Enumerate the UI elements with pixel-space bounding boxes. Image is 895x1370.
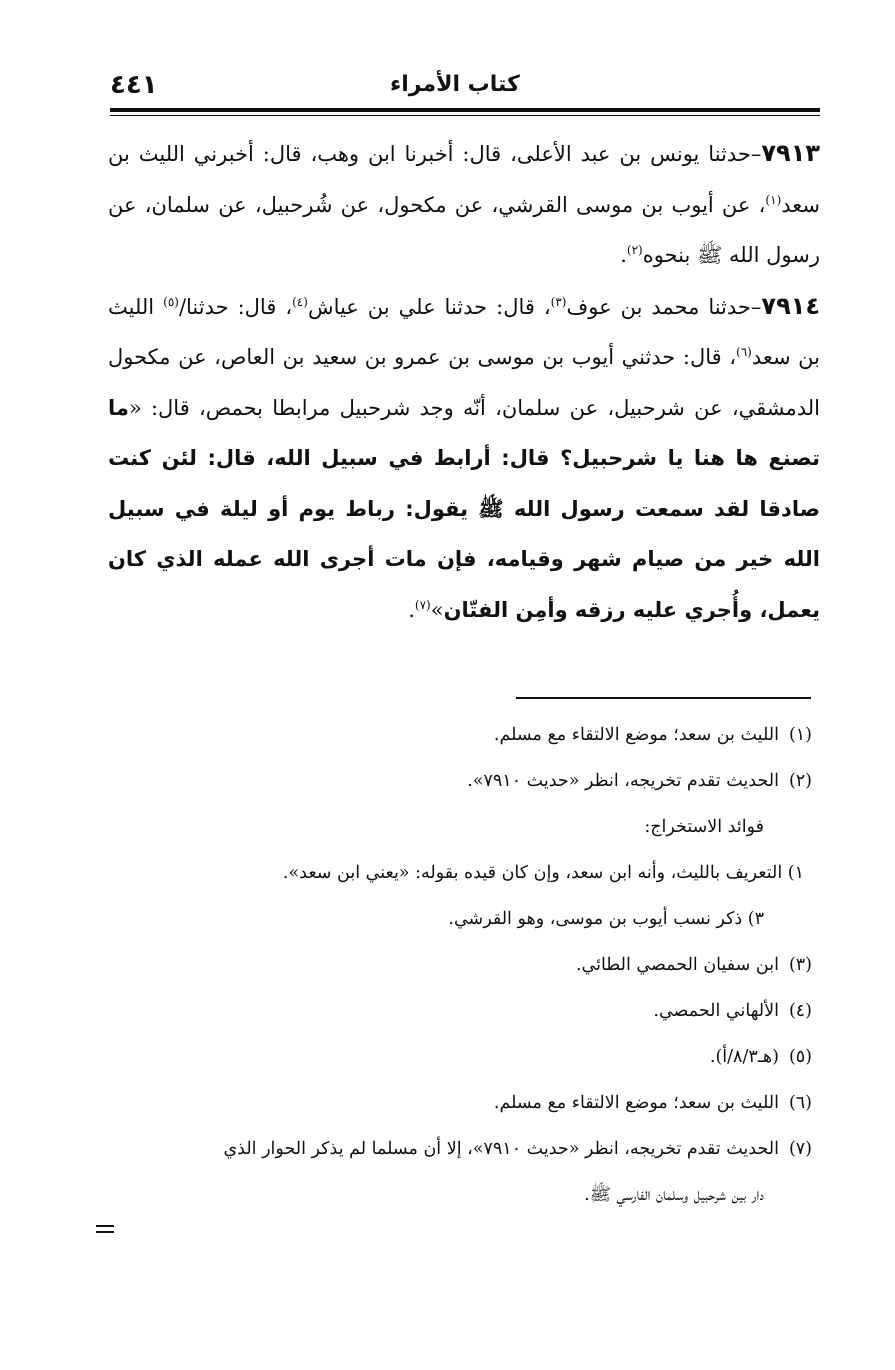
hadith-7913 <box>108 128 820 281</box>
book-title: كتاب الأمراء <box>390 72 520 97</box>
hadith-number: ٧٩١٤ <box>761 291 821 320</box>
footnote-ref: (٥) <box>163 294 179 309</box>
footnote-text: الليث بن سعد؛ موضع الالتقاء مع مسلم. <box>493 725 779 745</box>
footnote-2-item: ١) التعريف بالليث، وأنه ابن سعد، وإن كان قيده بقوله: «يعني ابن سعد». <box>282 863 804 883</box>
footnote-number: (٧) <box>788 1139 812 1159</box>
footnote-4 <box>100 988 812 1034</box>
hadith-text: –حدثنا محمد بن عوف <box>566 294 762 319</box>
footnote-text: الألهاني الحمصي. <box>653 1001 779 1021</box>
footnote-text: الحديث تقدم تخريجه، انظر «حديث ٧٩١٠»، إلا أن مسلما لم يذكر الحوار الذي <box>223 1139 779 1159</box>
footnote-ref: (١) <box>765 192 782 207</box>
page-header <box>110 70 820 106</box>
footnote-text: ابن سفيان الحمصي الطائي. <box>575 955 779 975</box>
hadith-text: –حدثنا يونس بن عبد الأعلى، قال: أخبرنا ابن وهب، قال: أخبرني الليث بن سعد <box>108 142 820 217</box>
footnote-text: الليث بن سعد؛ موضع الالتقاء مع مسلم. <box>493 1093 779 1113</box>
footnote-ref: (٢) <box>626 243 643 257</box>
main-text <box>108 128 820 635</box>
hadith-text: ، قال: حدثنا علي بن عياش <box>307 294 551 319</box>
footnote-1 <box>100 712 812 758</box>
header-rule-thin <box>110 115 820 116</box>
footnote-2-item: ٣) ذكر نسب أيوب بن موسى، وهو القرشي. <box>448 909 764 929</box>
header-rule-thick <box>110 108 820 112</box>
footnote-7 <box>100 1126 812 1172</box>
footnote-2 <box>100 758 812 804</box>
footnote-7-continued: دار بين شرحبيل وسلمان الفارسي ﷺ. <box>584 1185 764 1205</box>
end-mark <box>96 1225 114 1237</box>
footnote-number: (٢) <box>788 771 812 791</box>
hadith-number: ٧٩١٣ <box>761 139 820 167</box>
hadith-text: ، قال: حدثني أيوب بن موسى بن عمرو بن سعيد بن العاص، عن مكحول الدمشقي، عن شرحبيل، عن سلمان، أنّه وجد شرحبيل مرابطا بحمص، قال: « <box>108 345 820 420</box>
hadith-text: » <box>430 597 444 622</box>
hadith-text: . <box>620 243 627 267</box>
footnote-2-heading: فوائد الاستخراج: <box>644 817 764 837</box>
footnote-5 <box>100 1034 812 1080</box>
footnote-number: (٣) <box>788 955 812 975</box>
footnote-ref: (٣) <box>550 294 567 309</box>
footnote-ref: (٤) <box>292 294 308 309</box>
hadith-text: الليث بن سعد <box>108 294 820 369</box>
footnotes <box>100 712 812 1218</box>
hadith-7914 <box>108 281 820 636</box>
prophetic-quote: ما تصنع ها هنا يا شرحبيل؟ قال: أرابط في سبيل الله، قال: لئن كنت صادقا لقد سمعت رسول الله ﷺ يقول: رباط يوم أو ليلة في سبيل الله خير من صيام شهر وقيامه، فإن مات أجرى الله عمله الذي كان يعمل، وأُجري عليه رزقه وأمِن الفتّان <box>108 395 820 622</box>
hadith-text: ، عن أيوب بن موسى القرشي، عن مكحول، عن شُرحبيل، عن سلمان، عن رسول الله ﷺ بنحوه <box>108 192 820 267</box>
page-number: ٤٤١ <box>110 70 158 100</box>
footnote-number: (٦) <box>788 1093 812 1113</box>
footnote-text: الحديث تقدم تخريجه، انظر «حديث ٧٩١٠». <box>467 771 779 791</box>
footnote-separator <box>516 697 811 699</box>
hadith-text: . <box>408 597 415 622</box>
footnote-number: (٥) <box>788 1047 812 1067</box>
footnote-6 <box>100 1080 812 1126</box>
footnote-number: (١) <box>788 725 812 745</box>
footnote-text: (هـ٨/٣/أ). <box>709 1047 779 1067</box>
footnote-ref: (٧) <box>414 597 431 612</box>
footnote-ref: (٦) <box>736 345 752 359</box>
hadith-text: ، قال: حدثنا/ <box>178 294 293 319</box>
footnote-number: (٤) <box>788 1001 812 1021</box>
footnote-3 <box>100 942 812 988</box>
